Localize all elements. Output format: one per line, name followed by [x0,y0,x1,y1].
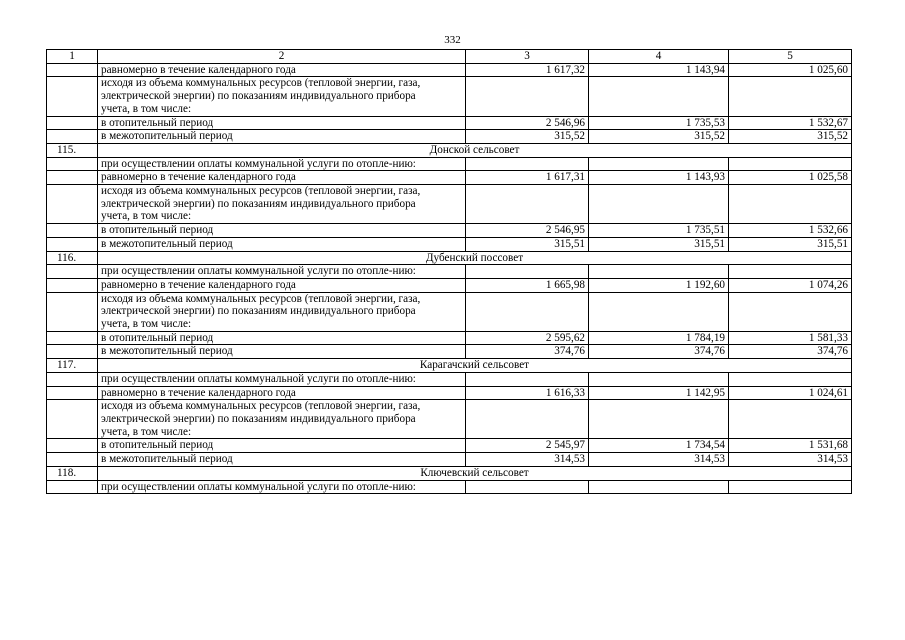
value-cell-col3 [466,372,589,386]
value-cell-col4: 1 735,51 [589,224,729,238]
row-label: в отопительный период [98,439,466,453]
row-number-cell [47,116,98,130]
section-number: 118. [47,466,98,480]
value-cell-col4: 1 192,60 [589,278,729,292]
value-cell-col4 [589,372,729,386]
value-cell-col4 [589,292,729,331]
section-row [47,466,852,480]
column-header: 1 [47,50,98,64]
value-cell-col3: 1 617,32 [466,63,589,77]
value-cell-col4: 1 734,54 [589,439,729,453]
row-number-cell [47,331,98,345]
value-cell-col3: 315,51 [466,237,589,251]
table-row [47,400,852,439]
column-header: 4 [589,50,729,64]
value-cell-col3: 2 546,95 [466,224,589,238]
row-number-cell [47,480,98,494]
value-cell-col5: 1 024,61 [729,386,852,400]
row-number-cell [47,171,98,185]
value-cell-col5: 1 025,60 [729,63,852,77]
row-label: в межотопительный период [98,453,466,467]
row-label: равномерно в течение календарного года [98,278,466,292]
section-row [47,143,852,157]
value-cell-col4: 374,76 [589,345,729,359]
row-number-cell [47,185,98,224]
row-label: исходя из объема коммунальных ресурсов (тепловой энергии, газа, электрической энергии) по показаниям индивидуального прибора учета, в том числе: [98,292,466,331]
row-label: в межотопительный период [98,237,466,251]
row-number-cell [47,400,98,439]
table-row [47,116,852,130]
value-cell-col5 [729,77,852,116]
value-cell-col4 [589,400,729,439]
table-row [47,453,852,467]
value-cell-col4 [589,77,729,116]
value-cell-col5: 1 531,68 [729,439,852,453]
row-number-cell [47,224,98,238]
value-cell-col5: 315,51 [729,237,852,251]
row-label: равномерно в течение календарного года [98,63,466,77]
row-label: исходя из объема коммунальных ресурсов (тепловой энергии, газа, электрической энергии) по показаниям индивидуального прибора учета, в том числе: [98,77,466,116]
column-header: 2 [98,50,466,64]
table-row [47,345,852,359]
row-label: в отопительный период [98,116,466,130]
value-cell-col5 [729,292,852,331]
value-cell-col5 [729,185,852,224]
value-cell-col4 [589,157,729,171]
row-number-cell [47,439,98,453]
row-number-cell [47,237,98,251]
section-title: Дубенский поссовет [98,251,852,265]
table-row [47,157,852,171]
tariff-table-body [47,50,852,494]
value-cell-col4: 1 735,53 [589,116,729,130]
value-cell-col4: 314,53 [589,453,729,467]
row-number-cell [47,265,98,279]
value-cell-col5: 315,52 [729,130,852,144]
row-label: в отопительный период [98,331,466,345]
value-cell-col5: 1 074,26 [729,278,852,292]
value-cell-col5: 1 025,58 [729,171,852,185]
value-cell-col3 [466,265,589,279]
table-row [47,292,852,331]
value-cell-col5: 374,76 [729,345,852,359]
value-cell-col3: 2 595,62 [466,331,589,345]
value-cell-col4: 1 784,19 [589,331,729,345]
row-number-cell [47,453,98,467]
value-cell-col5: 1 532,66 [729,224,852,238]
value-cell-col3 [466,292,589,331]
value-cell-col3: 1 617,31 [466,171,589,185]
value-cell-col5: 1 532,67 [729,116,852,130]
value-cell-col5: 1 581,33 [729,331,852,345]
header-row [47,50,852,64]
table-row [47,237,852,251]
value-cell-col3: 315,52 [466,130,589,144]
value-cell-col4: 315,52 [589,130,729,144]
row-label: исходя из объема коммунальных ресурсов (тепловой энергии, газа, электрической энергии) по показаниям индивидуального прибора учета, в том числе: [98,185,466,224]
value-cell-col3: 1 665,98 [466,278,589,292]
value-cell-col3: 1 616,33 [466,386,589,400]
value-cell-col3 [466,157,589,171]
section-title: Карагачский сельсовет [98,359,852,373]
row-label: при осуществлении оплаты коммунальной услуги по отопле-нию: [98,480,466,494]
row-label: исходя из объема коммунальных ресурсов (тепловой энергии, газа, электрической энергии) по показаниям индивидуального прибора учета, в том числе: [98,400,466,439]
row-label: при осуществлении оплаты коммунальной услуги по отопле-нию: [98,265,466,279]
table-row [47,278,852,292]
value-cell-col5 [729,400,852,439]
row-number-cell [47,386,98,400]
value-cell-col4: 1 142,95 [589,386,729,400]
section-row [47,359,852,373]
row-number-cell [47,63,98,77]
value-cell-col4: 1 143,93 [589,171,729,185]
table-row [47,171,852,185]
value-cell-col5: 314,53 [729,453,852,467]
row-number-cell [47,130,98,144]
value-cell-col3: 374,76 [466,345,589,359]
row-label: при осуществлении оплаты коммунальной услуги по отопле-нию: [98,157,466,171]
row-number-cell [47,292,98,331]
row-number-cell [47,77,98,116]
row-label: при осуществлении оплаты коммунальной услуги по отопле-нию: [98,372,466,386]
section-number: 115. [47,143,98,157]
column-header: 3 [466,50,589,64]
row-label: равномерно в течение календарного года [98,386,466,400]
row-label: равномерно в течение календарного года [98,171,466,185]
value-cell-col5 [729,157,852,171]
row-number-cell [47,345,98,359]
value-cell-col4: 1 143,94 [589,63,729,77]
page-number: 332 [444,34,461,46]
value-cell-col3: 314,53 [466,453,589,467]
section-number: 117. [47,359,98,373]
table-row [47,265,852,279]
section-title: Ключевский сельсовет [98,466,852,480]
table-row [47,63,852,77]
column-header: 5 [729,50,852,64]
row-label: в отопительный период [98,224,466,238]
table-row [47,372,852,386]
value-cell-col4: 315,51 [589,237,729,251]
table-row [47,386,852,400]
row-label: в межотопительный период [98,130,466,144]
table-row [47,439,852,453]
section-row [47,251,852,265]
value-cell-col3 [466,77,589,116]
row-number-cell [47,278,98,292]
table-row [47,185,852,224]
row-number-cell [47,157,98,171]
table-row [47,130,852,144]
row-number-cell [47,372,98,386]
value-cell-col4 [589,480,729,494]
table-row [47,480,852,494]
value-cell-col3: 2 545,97 [466,439,589,453]
section-number: 116. [47,251,98,265]
value-cell-col5 [729,480,852,494]
value-cell-col3 [466,185,589,224]
section-title: Донской сельсовет [98,143,852,157]
value-cell-col4 [589,265,729,279]
value-cell-col5 [729,265,852,279]
table-row [47,77,852,116]
row-label: в межотопительный период [98,345,466,359]
table-row [47,331,852,345]
value-cell-col5 [729,372,852,386]
value-cell-col3 [466,480,589,494]
value-cell-col4 [589,185,729,224]
value-cell-col3: 2 546,96 [466,116,589,130]
table-row [47,224,852,238]
value-cell-col3 [466,400,589,439]
tariff-table [46,49,852,494]
